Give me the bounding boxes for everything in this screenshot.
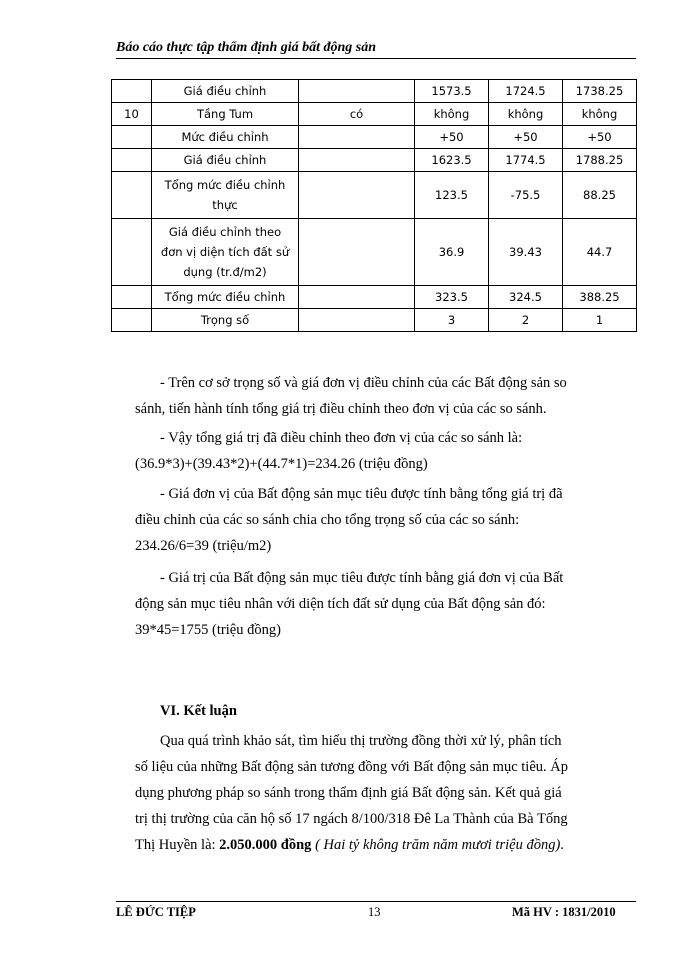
- criterion-cell: Mức điều chỉnh: [152, 126, 299, 149]
- criterion-cell: Tầng Tum: [152, 103, 299, 126]
- comparable-3-cell: +50: [563, 126, 637, 149]
- final-value-in-words: ( Hai tỷ không trăm năm mươi triệu đồng): [311, 837, 561, 853]
- criterion-cell: Giá điều chỉnh theo đơn vị diện tích đất sử dụng (tr.đ/m2): [152, 219, 299, 286]
- comparable-1-cell: 323.5: [415, 286, 489, 309]
- comparable-3-cell: 44.7: [563, 219, 637, 286]
- comparable-3-cell: 1: [563, 309, 637, 332]
- comparable-3-cell: 1738.25: [563, 80, 637, 103]
- table-row: [112, 286, 637, 309]
- row-number: [112, 219, 152, 286]
- table-row: [112, 219, 637, 286]
- target-cell: [299, 219, 415, 286]
- comparable-1-cell: +50: [415, 126, 489, 149]
- paragraph-total-value: - Vậy tổng giá trị đã điều chỉnh theo đơn vị của các so sánh là: (36.9*3)+(39.43*2)+(44.7*1)=234.26 (triệu đồng): [135, 430, 523, 472]
- row-number: [112, 172, 152, 219]
- target-cell: [299, 149, 415, 172]
- page-number: 13: [368, 905, 381, 919]
- comparison-table: [111, 79, 637, 332]
- comparable-2-cell: 1774.5: [489, 149, 563, 172]
- target-cell: [299, 80, 415, 103]
- comparable-3-cell: 1788.25: [563, 149, 637, 172]
- comparable-1-cell: 36.9: [415, 219, 489, 286]
- comparable-2-cell: không: [489, 103, 563, 126]
- criterion-cell: Tổng mức điều chỉnh: [152, 286, 299, 309]
- row-number: [112, 149, 152, 172]
- table-row: [112, 80, 637, 103]
- comparable-1-cell: không: [415, 103, 489, 126]
- table-row: [112, 309, 637, 332]
- criterion-cell: Tổng mức điều chỉnh thực: [152, 172, 299, 219]
- footer-author: LÊ ĐỨC TIỆP: [116, 905, 196, 919]
- comparable-2-cell: 2: [489, 309, 563, 332]
- row-number: [112, 80, 152, 103]
- target-cell: có: [299, 103, 415, 126]
- table-row: [112, 126, 637, 149]
- table-row: [112, 149, 637, 172]
- table-row: [112, 103, 637, 126]
- comparable-2-cell: 1724.5: [489, 80, 563, 103]
- row-number: [112, 126, 152, 149]
- paragraph-unit-price: - Giá đơn vị của Bất động sản mục tiêu được tính bằng tổng giá trị đã điều chỉnh của các so sánh chia cho tổng trọng số của các so sánh: 234.26/6=39 (triệu/m2): [135, 486, 563, 554]
- criterion-cell: Giá điều chỉnh: [152, 80, 299, 103]
- target-cell: [299, 172, 415, 219]
- comparable-1-cell: 123.5: [415, 172, 489, 219]
- comparable-1-cell: 1573.5: [415, 80, 489, 103]
- header-divider: [116, 58, 636, 59]
- section-heading-conclusion: VI. Kết luận: [160, 703, 237, 719]
- paragraph-weighting: - Trên cơ sở trọng số và giá đơn vị điều chỉnh của các Bất động sản so sánh, tiến hành tính tổng giá trị điều chỉnh theo đơn vị của các so sánh.: [135, 375, 567, 417]
- comparable-2-cell: -75.5: [489, 172, 563, 219]
- table-row: [112, 172, 637, 219]
- comparable-1-cell: 3: [415, 309, 489, 332]
- criterion-cell: Trọng số: [152, 309, 299, 332]
- paragraph-conclusion: Qua quá trình khảo sát, tìm hiểu thị trường đồng thời xử lý, phân tích số liệu của những Bất động sản tương đồng với Bất động sản mục tiêu. Áp dụng phương pháp so sánh trong thẩm định giá Bất động sản. Kết quả giá trị thị trường của căn hộ số 17 ngách 8/100/318 Đê La Thành của Bà Tống Thị Huyền là: 2.050.000 đồng ( Hai tỷ không trăm năm mươi triệu đồng).: [135, 733, 568, 853]
- paragraph-property-value: - Giá trị của Bất động sản mục tiêu được tính bằng giá đơn vị của Bất động sản mục tiêu nhân với diện tích đất sử dụng của Bất động sản đó: 39*45=1755 (triệu đồng): [135, 570, 564, 638]
- comparable-2-cell: 324.5: [489, 286, 563, 309]
- footer-student-code: Mã HV : 1831/2010: [512, 905, 616, 919]
- comparable-1-cell: 1623.5: [415, 149, 489, 172]
- criterion-cell: Giá điều chỉnh: [152, 149, 299, 172]
- comparable-3-cell: 388.25: [563, 286, 637, 309]
- comparable-2-cell: 39.43: [489, 219, 563, 286]
- row-number: [112, 286, 152, 309]
- final-value: 2.050.000 đồng: [219, 837, 312, 853]
- footer-divider: [116, 901, 636, 902]
- page-header-title: Báo cáo thực tập thẩm định giá bất động sản: [116, 40, 377, 55]
- comparable-3-cell: không: [563, 103, 637, 126]
- target-cell: [299, 126, 415, 149]
- target-cell: [299, 309, 415, 332]
- comparable-3-cell: 88.25: [563, 172, 637, 219]
- row-number: 10: [112, 103, 152, 126]
- target-cell: [299, 286, 415, 309]
- comparable-2-cell: +50: [489, 126, 563, 149]
- row-number: [112, 309, 152, 332]
